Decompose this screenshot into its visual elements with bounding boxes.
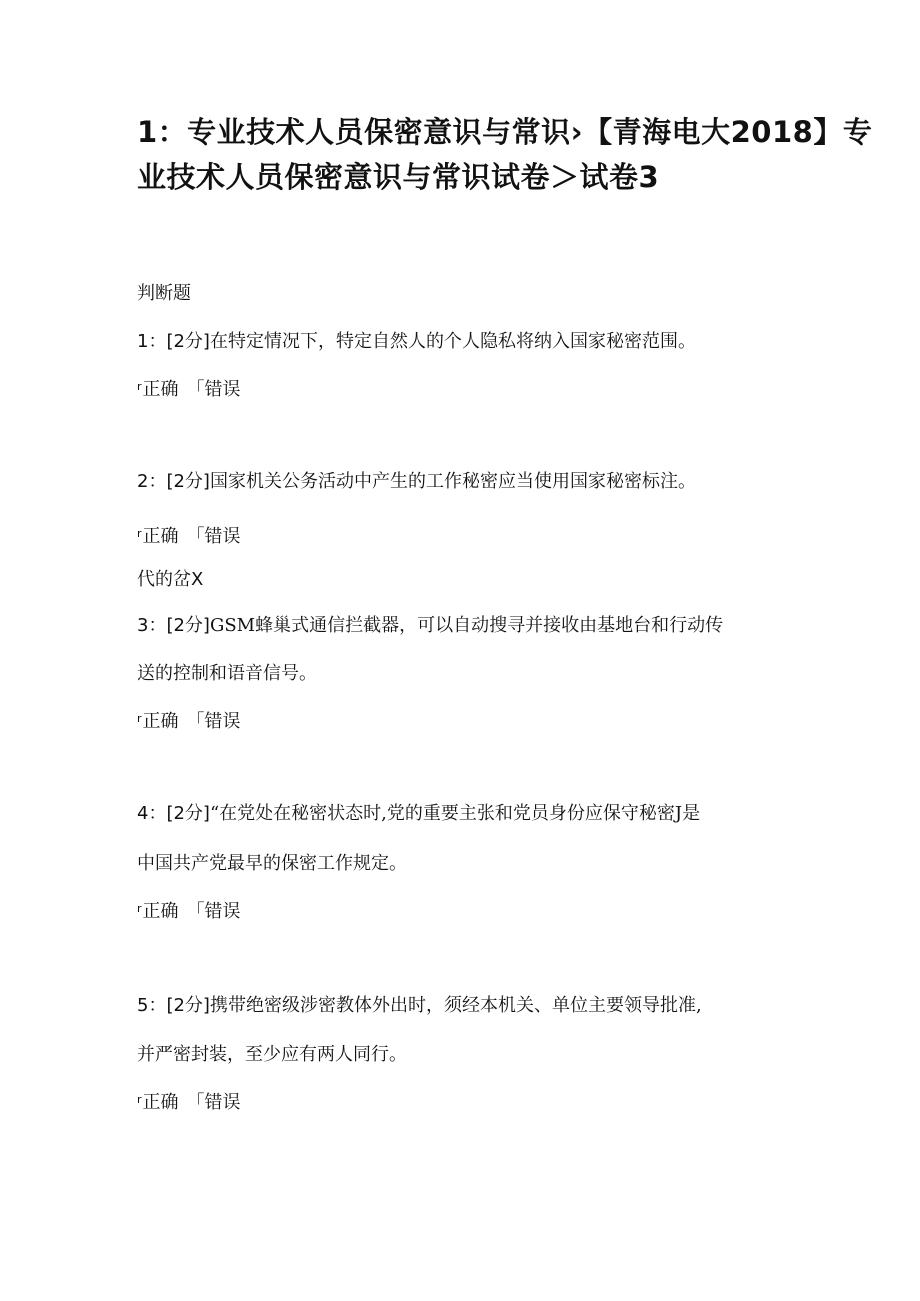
question-5-options <box>137 1094 241 1112</box>
question-1-score: [2分] <box>166 331 210 352</box>
radio-icon: r <box>137 1093 142 1106</box>
question-3-text <box>137 617 723 635</box>
question-3-option-correct[interactable] <box>137 713 179 731</box>
question-2-text <box>137 473 696 491</box>
question-1-option-wrong[interactable] <box>187 381 241 399</box>
option-correct-label: 正确 <box>142 711 179 732</box>
section-label: 判断题 <box>137 283 191 304</box>
question-4-options <box>137 903 241 921</box>
question-1-option-correct[interactable] <box>137 381 179 399</box>
question-2-number: 2： <box>137 471 167 492</box>
question-1-options <box>137 381 241 399</box>
page-title-line-2: 业技术人员保密意识与常识试卷＞试卷3 <box>137 160 660 194</box>
question-5-number: 5： <box>137 995 167 1016</box>
question-4-option-correct[interactable] <box>137 903 179 921</box>
radio-icon: 「 <box>186 526 205 547</box>
question-1-number: 1： <box>137 331 167 352</box>
radio-icon: 「 <box>186 901 205 922</box>
option-wrong-label: 错误 <box>204 711 241 732</box>
question-4-score: [2分] <box>166 803 210 824</box>
question-3-options <box>137 713 241 731</box>
question-5-score: [2分] <box>166 995 210 1016</box>
question-2-option-wrong[interactable] <box>187 528 241 546</box>
question-2-line-1: 国家机关公务活动中产生的工作秘密应当使用国家秘密标注。 <box>209 471 696 492</box>
question-4-line-1: “在党处在秘密状态时,党的重要主张和党员身份应保守秘密J是 <box>209 803 701 824</box>
question-5-line-2: 并严密封装，至少应有两人同行。 <box>137 1044 407 1065</box>
option-correct-label: 正确 <box>142 379 179 400</box>
option-wrong-label: 错误 <box>204 526 241 547</box>
question-3-option-wrong[interactable] <box>187 713 241 731</box>
question-3-score: [2分] <box>166 615 210 636</box>
question-1-text <box>137 333 696 351</box>
question-4-line-2: 中国共产党最早的保密工作规定。 <box>137 853 407 874</box>
radio-icon: r <box>137 527 142 540</box>
question-2-options <box>137 528 241 546</box>
radio-icon: r <box>137 902 142 915</box>
radio-icon: r <box>137 712 142 725</box>
option-wrong-label: 错误 <box>204 1092 241 1113</box>
option-correct-label: 正确 <box>142 526 179 547</box>
option-wrong-label: 错误 <box>204 901 241 922</box>
question-2-score: [2分] <box>166 471 210 492</box>
question-3-line-1: GSM蜂巢式通信拦截器，可以自动搜寻并接收由基地台和行动传 <box>209 615 724 636</box>
question-2-option-correct[interactable] <box>137 528 179 546</box>
question-5-text <box>137 997 702 1015</box>
option-correct-label: 正确 <box>142 901 179 922</box>
question-5-option-wrong[interactable] <box>187 1094 241 1112</box>
option-correct-label: 正确 <box>142 1092 179 1113</box>
radio-icon: 「 <box>186 711 205 732</box>
page-title-line-1: 1：专业技术人员保密意识与常识›【青海电大2018】专 <box>137 115 873 149</box>
question-1-line-1: 在特定情况下，特定自然人的个人隐私将纳入国家秘密范围。 <box>209 331 696 352</box>
question-5-option-correct[interactable] <box>137 1094 179 1112</box>
radio-icon: 「 <box>186 379 205 400</box>
question-4-number: 4： <box>137 803 167 824</box>
question-5-line-1: 携带绝密级涉密教体外出时，须经本机关、单位主要领导批准, <box>209 995 702 1016</box>
stray-text: 代的岔X <box>137 569 204 590</box>
question-3-number: 3： <box>137 615 167 636</box>
question-3-line-2: 送的控制和语音信号。 <box>137 663 317 684</box>
question-4-text <box>137 805 700 823</box>
option-wrong-label: 错误 <box>204 379 241 400</box>
radio-icon: 「 <box>186 1092 205 1113</box>
question-4-option-wrong[interactable] <box>187 903 241 921</box>
radio-icon: r <box>137 380 142 393</box>
